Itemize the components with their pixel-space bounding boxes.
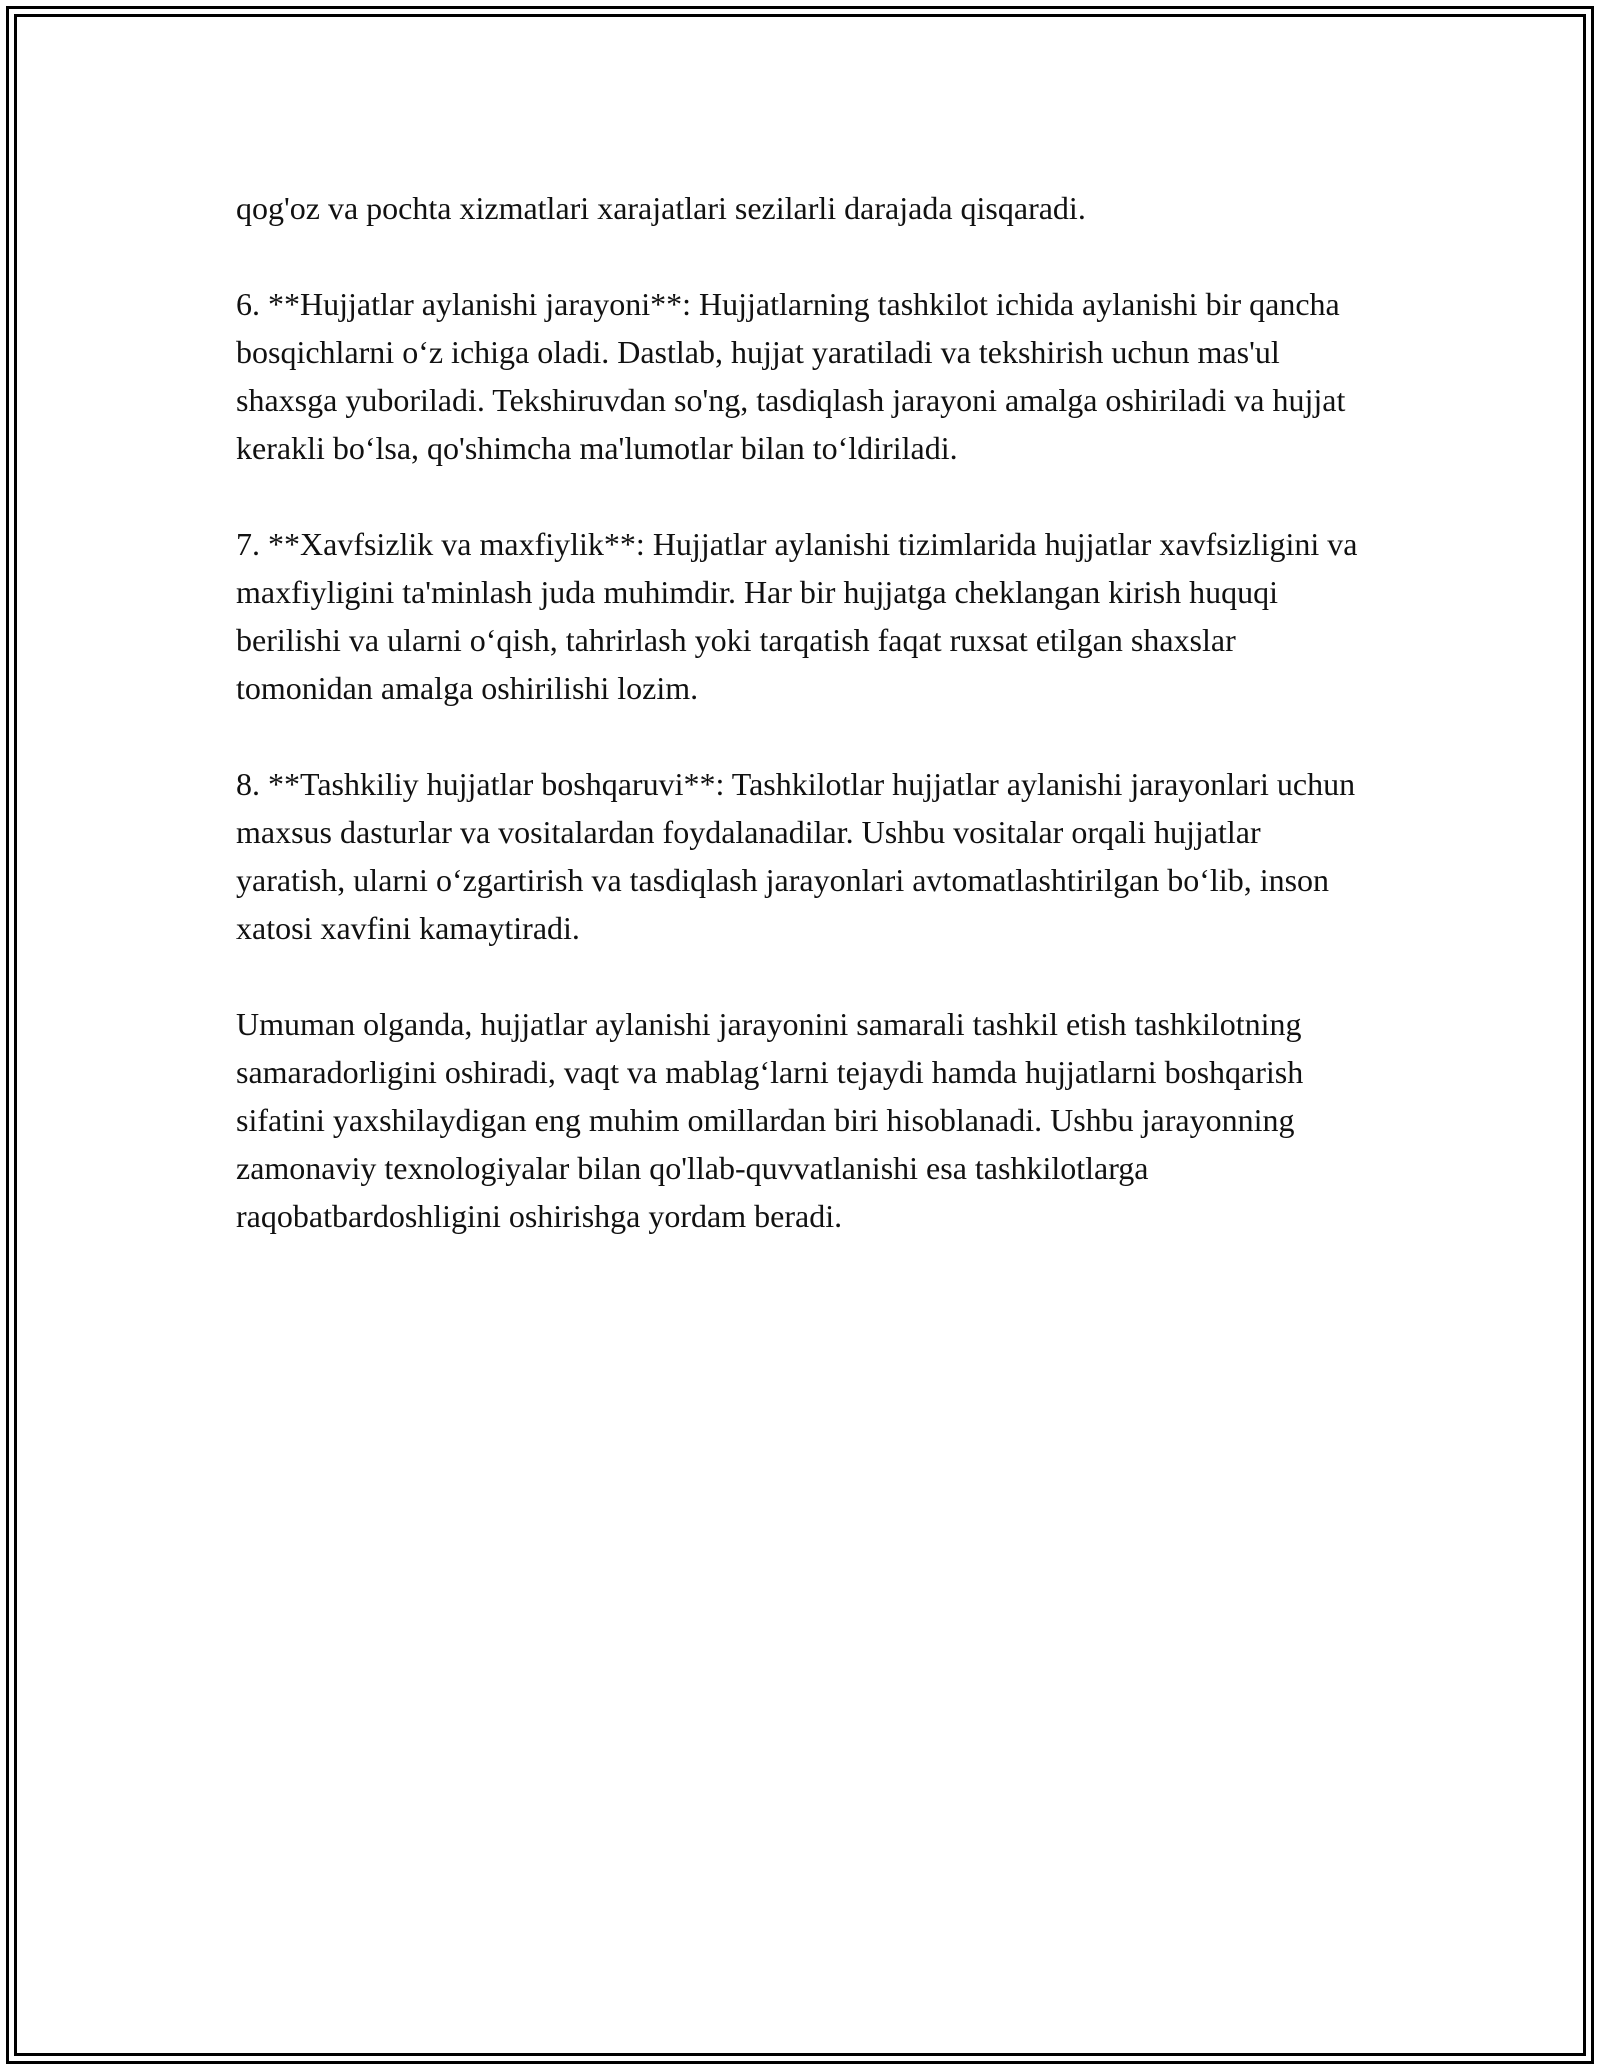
paragraph-conclusion: Umuman olganda, hujjatlar aylanishi jarayonini samarali tashkil etish tashkilotning samaradorligini oshiradi, vaqt va mablag‘larni tejaydi hamda hujjatlarni boshqarish sifatini yaxshilaydigan eng muhim omillardan biri hisoblanadi. Ushbu jarayonning zamonaviy texnologiyalar bilan qo'llab-quvvatlanishi esa tashkilotlarga raqobatbardoshligini oshirishga yordam beradi. bbox=[236, 1006, 1304, 1234]
paragraph-item-6: 6. **Hujjatlar aylanishi jarayoni**: Hujjatlarning tashkilot ichida aylanishi bir qancha bosqichlarni o‘z ichiga oladi. Dastlab, hujjat yaratiladi va tekshirish uchun mas'ul shaxsga yuboriladi. Tekshiruvdan so'ng, tasdiqlash jarayoni amalga oshiriladi va hujjat kerakli bo‘lsa, qo'shimcha ma'lumotlar bilan to‘ldiriladi. bbox=[236, 286, 1346, 466]
paragraph-continuation: qog'oz va pochta xizmatlari xarajatlari sezilarli darajada qisqaradi. bbox=[236, 190, 1086, 226]
paragraph-item-8: 8. **Tashkiliy hujjatlar boshqaruvi**: Tashkilotlar hujjatlar aylanishi jarayonlari uchun maxsus dasturlar va vositalardan foydalanadilar. Ushbu vositalar orqali hujjatlar yaratish, ularni o‘zgartirish va tasdiqlash jarayonlari avtomatlashtirilgan bo‘lib, inson xatosi xavfini kamaytiradi. bbox=[236, 766, 1356, 946]
document-body bbox=[236, 184, 1376, 1240]
paragraph-item-7: 7. **Xavfsizlik va maxfiylik**: Hujjatlar aylanishi tizimlarida hujjatlar xavfsizligini va maxfiyligini ta'minlash juda muhimdir. Har bir hujjatga cheklangan kirish huquqi berilishi va ularni o‘qish, tahrirlash yoki tarqatish faqat ruxsat etilgan shaxslar tomonidan amalga oshirilishi lozim. bbox=[236, 526, 1358, 706]
